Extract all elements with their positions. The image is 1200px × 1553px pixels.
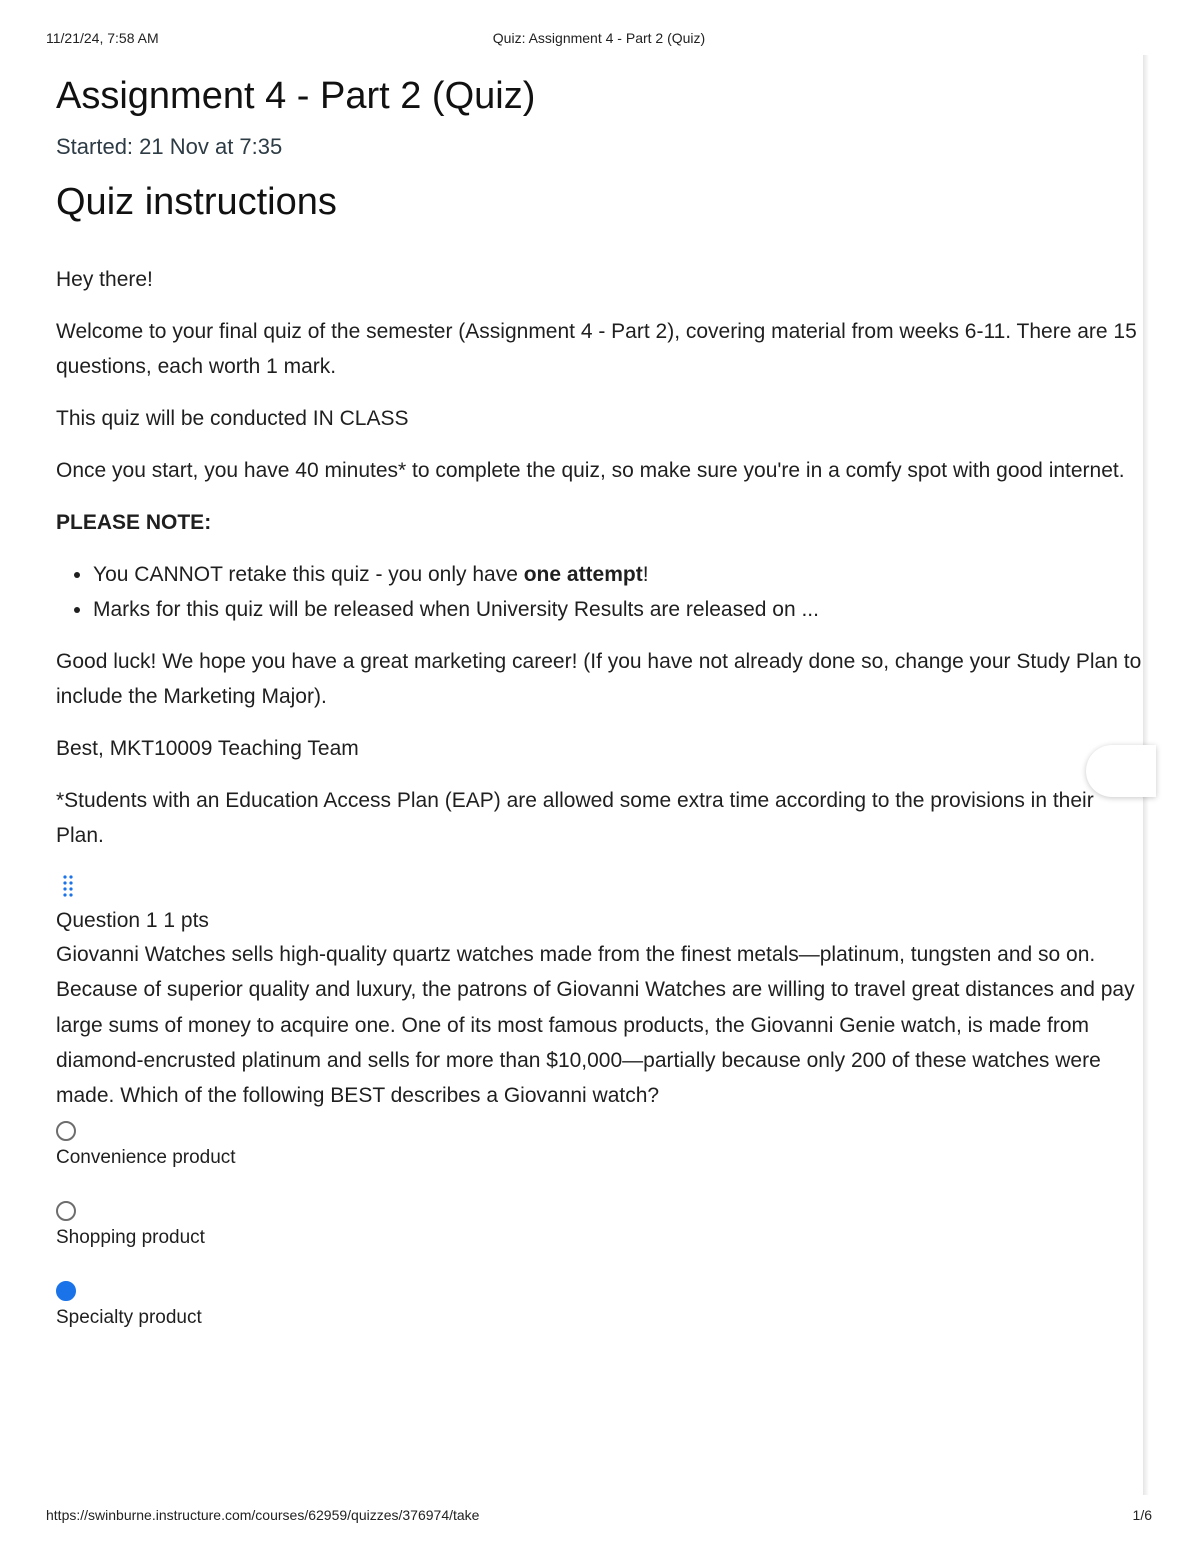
note-item-emphasis: one attempt [523,563,643,586]
good-luck-text: Good luck! We hope you have a great marketing career! (If you have not already done so, change your Study Plan to include the Marketing Major). [56,650,1142,708]
answer-option-convenience[interactable] [56,1121,1146,1196]
radio-button[interactable] [56,1121,76,1141]
radio-button[interactable] [56,1201,76,1221]
print-datetime: 11/21/24, 7:58 AM [46,30,159,46]
print-url: https://swinburne.instructure.com/courses/62959/quizzes/376974/take [46,1507,480,1523]
note-item-one-attempt [93,557,1146,592]
radio-button-selected[interactable] [56,1281,76,1301]
started-timestamp: Started: 21 Nov at 7:35 [56,134,283,159]
question-1 [56,905,1146,1356]
notes-list [56,557,1146,627]
answer-label[interactable]: Convenience product [56,1147,236,1169]
answer-option-shopping[interactable] [56,1201,1146,1276]
quiz-instructions [56,262,1146,853]
drag-handle-icon[interactable] [56,873,80,899]
note-item-text: You CANNOT retake this quiz - you only have [93,563,524,586]
page-title: Assignment 4 - Part 2 (Quiz) [56,75,536,117]
note-item-suffix: ! [642,563,649,586]
answer-options [56,1121,1146,1356]
print-page-number: 1/6 [1132,1507,1152,1523]
question-text: Giovanni Watches sells high-quality quartz watches made from the finest metals—platinum, tungsten and so on. Because of superior quality and luxury, the patrons of Giovanni Watches are willing to travel great distances and pay large sums of money to acquire one. One of its most famous products, the Giovanni Genie watch, is made from diamond-encrusted platinum and sells for more than $10,000—partially because only 200 of these watches were made. Which of the following BEST describes a Giovanni watch? [56,943,1135,1108]
answer-label[interactable]: Shopping product [56,1227,205,1249]
note-heading-label: PLEASE NOTE: [56,511,212,534]
welcome-text: Welcome to your final quiz of the semester (Assignment 4 - Part 2), covering material from weeks 6-11. There are 15 questions, each worth 1 mark. [56,320,1137,378]
note-heading [56,505,1146,540]
time-limit-text: Once you start, you have 40 minutes* to complete the quiz, so make sure you're in a comfy spot with good internet. [56,459,1125,482]
greeting-text: Hey there! [56,268,153,291]
eap-note-text: *Students with an Education Access Plan (EAP) are allowed some extra time according to the provisions in their Plan. [56,789,1094,847]
answer-label[interactable]: Specialty product [56,1307,202,1329]
print-header [46,30,1152,48]
print-page-title: Quiz: Assignment 4 - Part 2 (Quiz) [492,30,706,46]
instructions-heading: Quiz instructions [56,181,337,223]
note-item-marks-release: • Marks for this quiz will be released when University Results are released on ... [93,592,1146,627]
print-footer [46,1507,1152,1525]
quiz-content [56,72,1146,1356]
signoff-text: Best, MKT10009 Teaching Team [56,737,359,760]
in-class-text: This quiz will be conducted IN CLASS [56,407,409,430]
answer-option-specialty[interactable] [56,1281,1146,1356]
question-header: Question 1 1 pts [56,909,209,932]
